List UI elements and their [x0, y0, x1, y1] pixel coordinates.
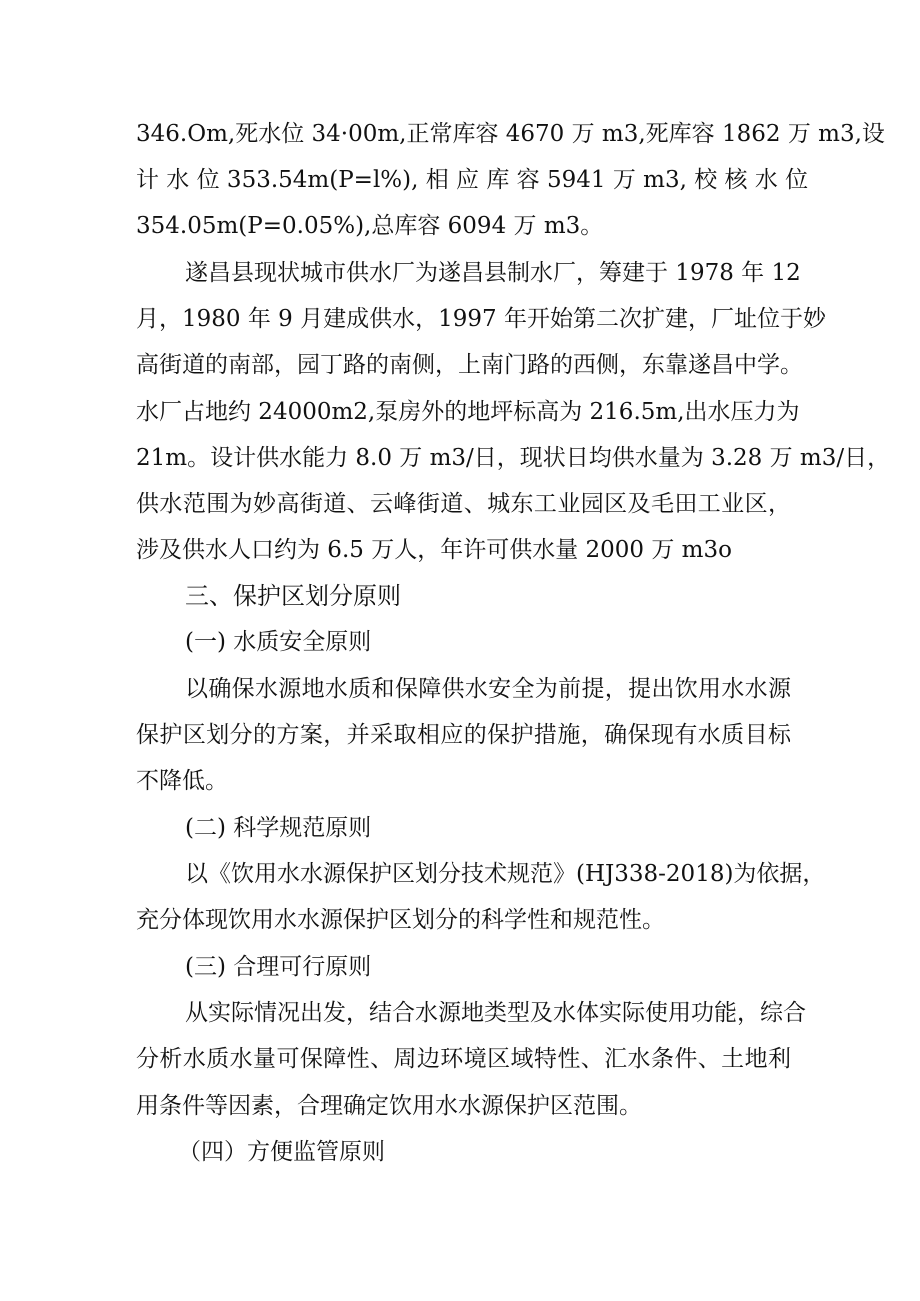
subsection-title-supervision: （四）方便监管原则: [178, 1139, 385, 1165]
para-reservoir-line-1: 346.Om,死水位 34·00m,正常库容 4670 万 m3,死库容 1862 万 m3,设: [136, 121, 885, 147]
subsection-body-scientific-line-2: 充分体现饮用水水源保护区划分的科学性和规范性。: [136, 907, 665, 933]
para-waterworks-line-1: 遂昌县现状城市供水厂为遂昌县制水厂，筹建于 1978 年 12: [185, 260, 801, 286]
subsection-body-feasible-line-3: 用条件等因素，合理确定饮用水水源保护区范围。: [136, 1093, 642, 1119]
para-waterworks-line-3: 高街道的南部，园丁路的南侧，上南门路的西侧，东靠遂昌中学。: [136, 352, 803, 378]
para-waterworks-line-4: 水厂占地约 24000m2,泵房外的地坪标高为 216.5m,出水压力为: [136, 399, 800, 425]
para-waterworks-line-2: 月，1980 年 9 月建成供水，1997 年开始第二次扩建，厂址位于妙: [136, 306, 826, 332]
subsection-body-feasible-line-2: 分析水质水量可保障性、周边环境区域特性、汇水条件、土地利: [136, 1046, 791, 1072]
subsection-body-water-quality-line-2: 保护区划分的方案，并采取相应的保护措施，确保现有水质目标: [136, 722, 791, 748]
para-waterworks-line-7: 涉及供水人口约为 6.5 万人，年许可供水量 2000 万 m3o: [136, 537, 732, 563]
subsection-title-scientific: (二) 科学规范原则: [185, 815, 372, 841]
section-title-principles: 三、保护区划分原则: [185, 582, 401, 610]
subsection-title-feasible: (三) 合理可行原则: [185, 954, 372, 980]
para-waterworks-line-5: 21m。设计供水能力 8.0 万 m3/日，现状日均供水量为 3.28 万 m3/日，: [136, 445, 891, 471]
subsection-body-water-quality-line-1: 以确保水源地水质和保障供水安全为前提，提出饮用水水源: [185, 676, 791, 702]
subsection-body-scientific-line-1: 以《饮用水水源保护区划分技术规范》(HJ338-2018)为依据，: [185, 861, 826, 887]
para-waterworks-line-6: 供水范围为妙高街道、云峰街道、城东工业园区及毛田工业区，: [136, 491, 791, 517]
subsection-body-feasible-line-1: 从实际情况出发，结合水源地类型及水体实际使用功能，综合: [185, 1000, 806, 1026]
para-reservoir-line-2: 计 水 位 353.54m(P=l%), 相 应 库 容 5941 万 m3, 校 核 水 位: [136, 167, 809, 193]
subsection-title-water-quality: (一) 水质安全原则: [185, 629, 372, 655]
subsection-body-water-quality-line-3: 不降低。: [136, 768, 228, 794]
para-reservoir-line-3: 354.05m(P=0.05%),总库容 6094 万 m3。: [136, 213, 604, 239]
